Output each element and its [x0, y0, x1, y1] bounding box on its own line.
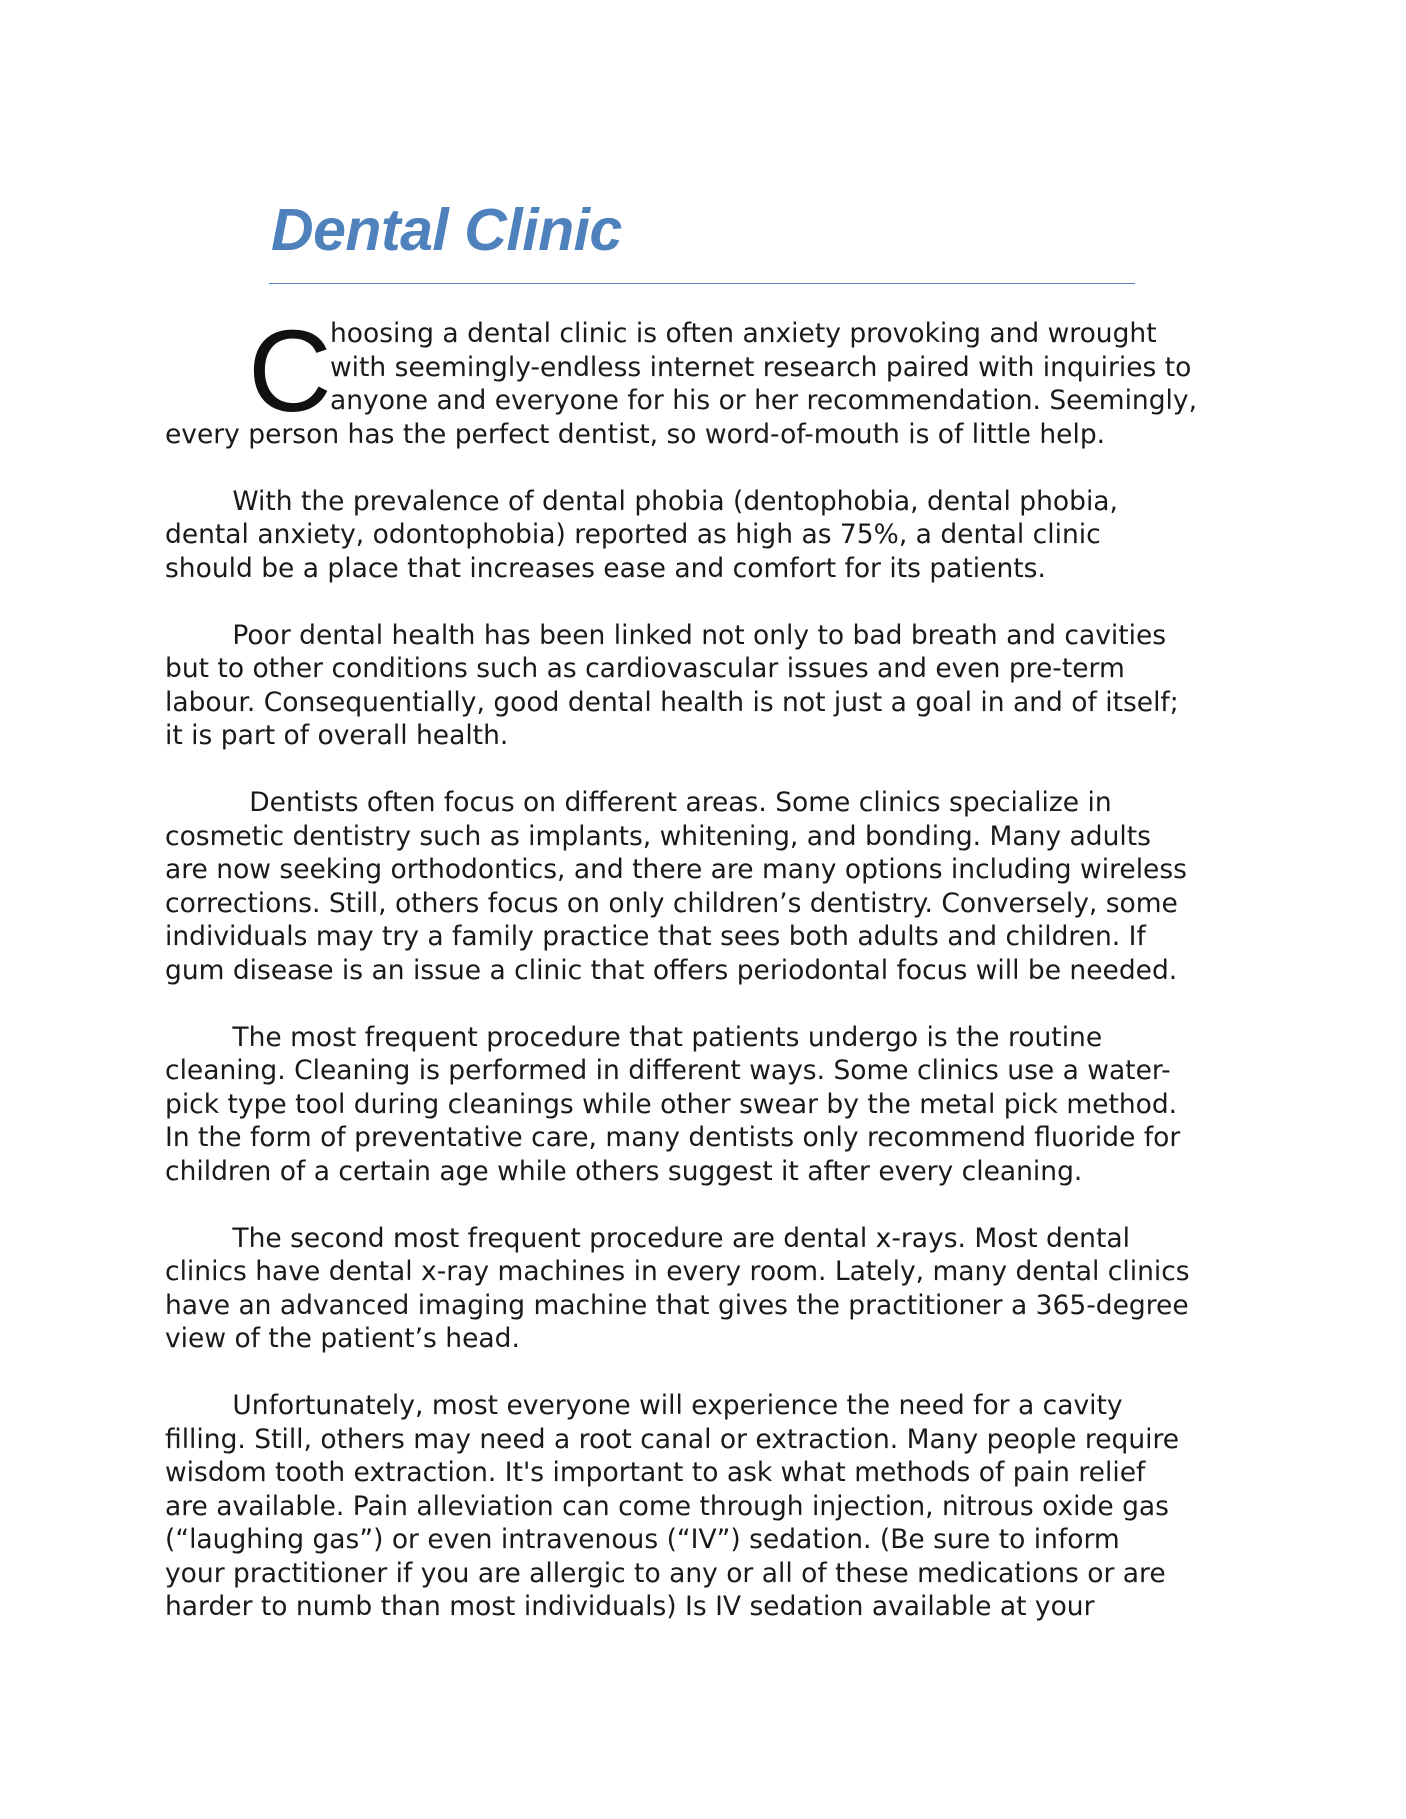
paragraph-line: The second most frequent procedure are dental x-rays. Most dental [165, 1222, 1130, 1254]
paragraph-line: dental anxiety, odontophobia) reported as high as 75%, a dental clinic [165, 519, 1101, 550]
paragraph-line: filling. Still, others may need a root canal or extraction. Many people require [165, 1423, 1180, 1455]
paragraph-line: harder to numb than most individuals) Is IV sedation available at your [165, 1591, 1095, 1622]
paragraph-line: The most frequent procedure that patients undergo is the routine [165, 1021, 1103, 1053]
paragraph-fillings [165, 1389, 1250, 1624]
paragraph-line: gum disease is an issue a clinic that offers periodontal focus will be needed. [165, 954, 1178, 986]
paragraph-line: cosmetic dentistry such as implants, whitening, and bonding. Many adults [165, 820, 1151, 852]
paragraph-line: corrections. Still, others focus on only children’s dentistry. Conversely, some [165, 887, 1178, 919]
paragraph-line: have an advanced imaging machine that gives the practitioner a 365-degree [165, 1289, 1189, 1321]
paragraph-line: view of the patient’s head. [165, 1323, 520, 1354]
title-underline-rule [269, 283, 1135, 284]
document-body [165, 306, 1250, 1657]
paragraph-line: individuals may try a family practice that sees both adults and children. If [165, 921, 1146, 952]
paragraph-cleaning [165, 1021, 1250, 1189]
paragraph-line: clinics have dental x-ray machines in every room. Lately, many dental clinics [165, 1256, 1190, 1287]
paragraph-dental-phobia [165, 485, 1250, 586]
paragraph-line: (“laughing gas”) or even intravenous (“IV”) sedation. (Be sure to inform [165, 1524, 1120, 1555]
paragraph-line: labour. Consequentially, good dental health is not just a goal in and of itself; [165, 686, 1179, 718]
paragraph-line: Unfortunately, most everyone will experience the need for a cavity [165, 1390, 1123, 1421]
paragraph-xrays [165, 1222, 1250, 1356]
paragraph-line: wisdom tooth extraction. It's important to ask what methods of pain relief [165, 1457, 1146, 1488]
intro-line: hoosing a dental clinic is often anxiety provoking and wrought [330, 318, 1157, 349]
drop-cap: C [248, 306, 332, 436]
paragraph-line: are now seeking orthodontics, and there are many options including wireless [165, 854, 1187, 885]
paragraph-line: but to other conditions such as cardiovascular issues and even pre-term [165, 653, 1125, 684]
intro-line: every person has the perfect dentist, so word-of-mouth is of little help. [165, 418, 1106, 450]
paragraph-line: Dentists often focus on different areas. Some clinics specialize in [165, 787, 1112, 818]
paragraph-line: should be a place that increases ease and comfort for its patients. [165, 552, 1046, 584]
paragraph-line: it is part of overall health. [165, 720, 509, 751]
paragraph-line: In the form of preventative care, many dentists only recommend fluoride for [165, 1122, 1181, 1153]
paragraph-line: are available. Pain alleviation can come through injection, nitrous oxide gas [165, 1490, 1169, 1522]
paragraph-line: With the prevalence of dental phobia (dentophobia, dental phobia, [165, 485, 1118, 517]
paragraph-dental-health [165, 619, 1250, 753]
intro-paragraph [165, 306, 1250, 451]
paragraph-line: Poor dental health has been linked not only to bad breath and cavities [165, 619, 1167, 651]
paragraph-line: your practitioner if you are allergic to any or all of these medications or are [165, 1557, 1166, 1589]
paragraph-line: children of a certain age while others suggest it after every cleaning. [165, 1155, 1083, 1187]
document-title: Dental Clinic [271, 197, 622, 263]
intro-line: with seemingly-endless internet research paired with inquiries to [330, 351, 1192, 383]
paragraph-line: pick type tool during cleanings while other swear by the metal pick method. [165, 1088, 1178, 1120]
paragraph-line: cleaning. Cleaning is performed in different ways. Some clinics use a water- [165, 1055, 1171, 1086]
paragraph-specialties [165, 786, 1250, 987]
intro-line: anyone and everyone for his or her recommendation. Seemingly, [330, 385, 1198, 416]
